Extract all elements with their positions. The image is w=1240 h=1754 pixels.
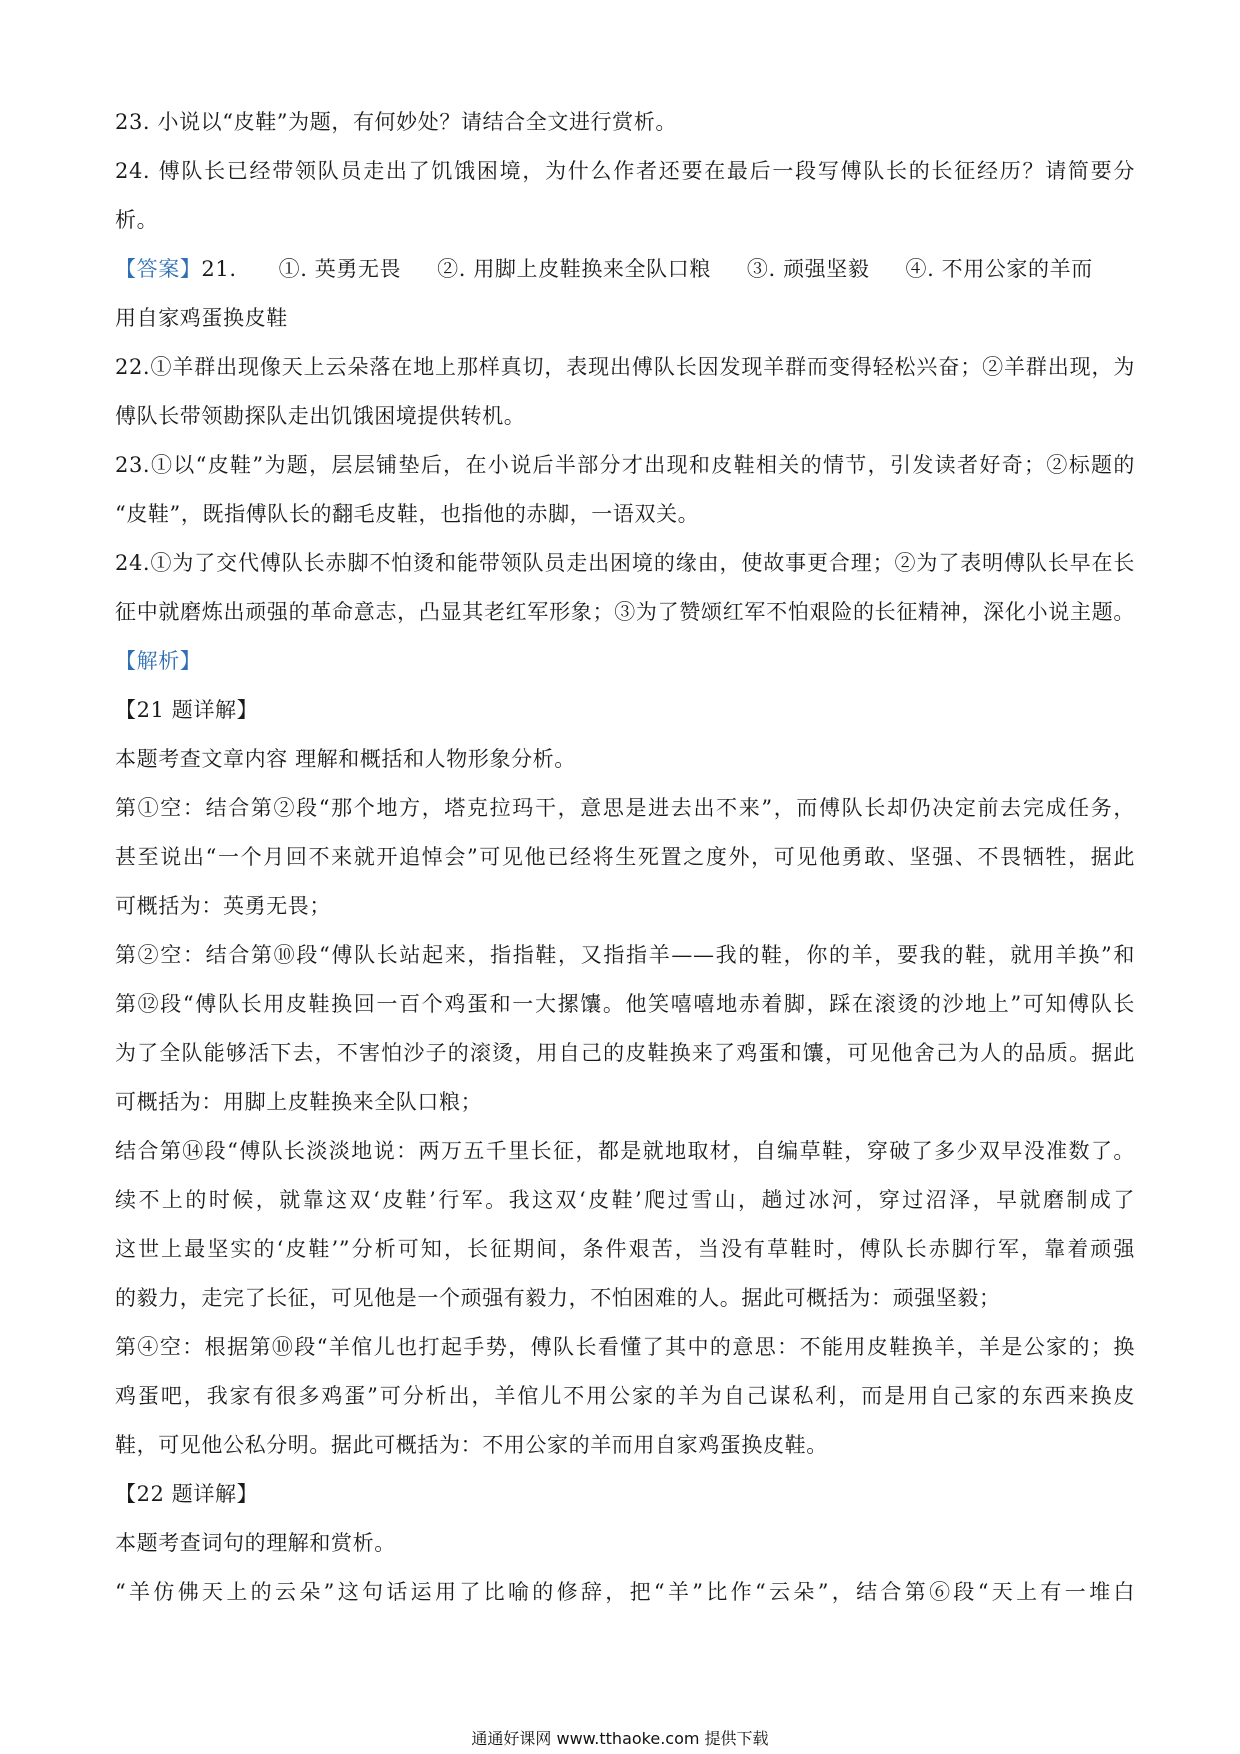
page-footer: 通通好课网 www.tthaoke.com 提供下载 bbox=[471, 1729, 769, 1748]
paragraph-line: 这世上最坚实的‘皮鞋’”分析可知，长征期间，条件艰苦，当没有草鞋时，傅队长赤脚行军，靠着顽强 bbox=[115, 1237, 1135, 1261]
answer-item-3: ③. 顽强坚毅 bbox=[746, 257, 870, 281]
answer-21-line2: 用自家鸡蛋换皮鞋 bbox=[115, 306, 288, 330]
paragraph-line: 续不上的时候，就靠这双‘皮鞋’行军。我这双‘皮鞋’爬过雪山，趟过冰河，穿过沼泽，早就磨制成了 bbox=[115, 1188, 1135, 1212]
answer-22-line2: 傅队长带领勘探队走出饥饿困境提供转机。 bbox=[115, 404, 526, 428]
answer-tag: 【答案】 bbox=[115, 257, 202, 281]
paragraph-line: 的毅力，走完了长征，可见他是一个顽强有毅力，不怕困难的人。据此可概括为：顽强坚毅； bbox=[115, 1286, 1001, 1310]
answer-24-line1: 24.①为了交代傅队长赤脚不怕烫和能带领队员走出困境的缘由，使故事更合理；②为了表明傅队长早在长 bbox=[115, 551, 1135, 575]
question-23: 23. 小说以“皮鞋”为题，有何妙处？请结合全文进行赏析。 bbox=[115, 110, 677, 134]
paragraph-line: 鸡蛋吧，我家有很多鸡蛋”可分析出，羊倌儿不用公家的羊为自己谋私利，而是用自己家的东西来换皮 bbox=[115, 1384, 1135, 1408]
question-24-line1: 24. 傅队长已经带领队员走出了饥饿困境，为什么作者还要在最后一段写傅队长的长征经历？请简要分 bbox=[115, 159, 1135, 183]
paragraph-line: 为了全队能够活下去，不害怕沙子的滚烫，用自己的皮鞋换来了鸡蛋和馕，可见他舍己为人的品质。据此 bbox=[115, 1041, 1135, 1065]
answer-item-1: ①. 英勇无畏 bbox=[278, 257, 402, 281]
answer-number: 21. bbox=[201, 257, 237, 281]
document-body bbox=[115, 98, 1135, 1617]
paragraph-line: 鞋，可见他公私分明。据此可概括为：不用公家的羊而用自家鸡蛋换皮鞋。 bbox=[115, 1433, 828, 1457]
section-22-heading: 【22 题详解】 bbox=[115, 1482, 259, 1506]
answer-21-line1 bbox=[115, 245, 1135, 294]
paragraph-line: 第②空：结合第⑩段“傅队长站起来，指指鞋，又指指羊——我的鞋，你的羊，要我的鞋，就用羊换”和 bbox=[115, 943, 1135, 967]
paragraph-line: 结合第⑭段“傅队长淡淡地说：两万五千里长征，都是就地取材，自编草鞋，穿破了多少双早没准数了。 bbox=[115, 1139, 1135, 1163]
question-24-line2: 析。 bbox=[115, 208, 159, 232]
paragraph-line: 第⑫段“傅队长用皮鞋换回一百个鸡蛋和一大摞馕。他笑嘻嘻地赤着脚，踩在滚烫的沙地上”可知傅队长 bbox=[115, 992, 1135, 1016]
analysis-tag: 【解析】 bbox=[115, 649, 202, 673]
answer-item-2: ②. 用脚上皮鞋换来全队口粮 bbox=[437, 257, 711, 281]
answer-24-line2: 征中就磨炼出顽强的革命意志，凸显其老红军形象；③为了赞颂红军不怕艰险的长征精神，深化小说主题。 bbox=[115, 600, 1135, 624]
paragraph-line: 可概括为：英勇无畏； bbox=[115, 894, 331, 918]
paragraph-line: 本题考查文章内容 理解和概括和人物形象分析。 bbox=[115, 747, 576, 771]
section-21-heading: 【21 题详解】 bbox=[115, 698, 259, 722]
paragraph-line: 可概括为：用脚上皮鞋换来全队口粮； bbox=[115, 1090, 483, 1114]
answer-item-4: ④. 不用公家的羊而 bbox=[905, 257, 1093, 281]
paragraph-line: 第①空：结合第②段“那个地方，塔克拉玛干，意思是进去出不来”，而傅队长却仍决定前去完成任务， bbox=[115, 796, 1135, 820]
paragraph-line: “羊仿佛天上的云朵”这句话运用了比喻的修辞，把“羊”比作“云朵”，结合第⑥段“天上有一堆白 bbox=[115, 1580, 1135, 1604]
answer-22-line1: 22.①羊群出现像天上云朵落在地上那样真切，表现出傅队长因发现羊群而变得轻松兴奋；②羊群出现，为 bbox=[115, 355, 1135, 379]
paragraph-line: 甚至说出“一个月回不来就开追悼会”可见他已经将生死置之度外，可见他勇敢、坚强、不畏牺牲，据此 bbox=[115, 845, 1135, 869]
answer-23-line1: 23.①以“皮鞋”为题，层层铺垫后，在小说后半部分才出现和皮鞋相关的情节，引发读者好奇；②标题的 bbox=[115, 453, 1135, 477]
paragraph-line: 本题考查词句的理解和赏析。 bbox=[115, 1531, 396, 1555]
answer-23-line2: “皮鞋”，既指傅队长的翻毛皮鞋，也指他的赤脚，一语双关。 bbox=[115, 502, 700, 526]
paragraph-line: 第④空：根据第⑩段“羊倌儿也打起手势，傅队长看懂了其中的意思：不能用皮鞋换羊，羊是公家的；换 bbox=[115, 1335, 1135, 1359]
